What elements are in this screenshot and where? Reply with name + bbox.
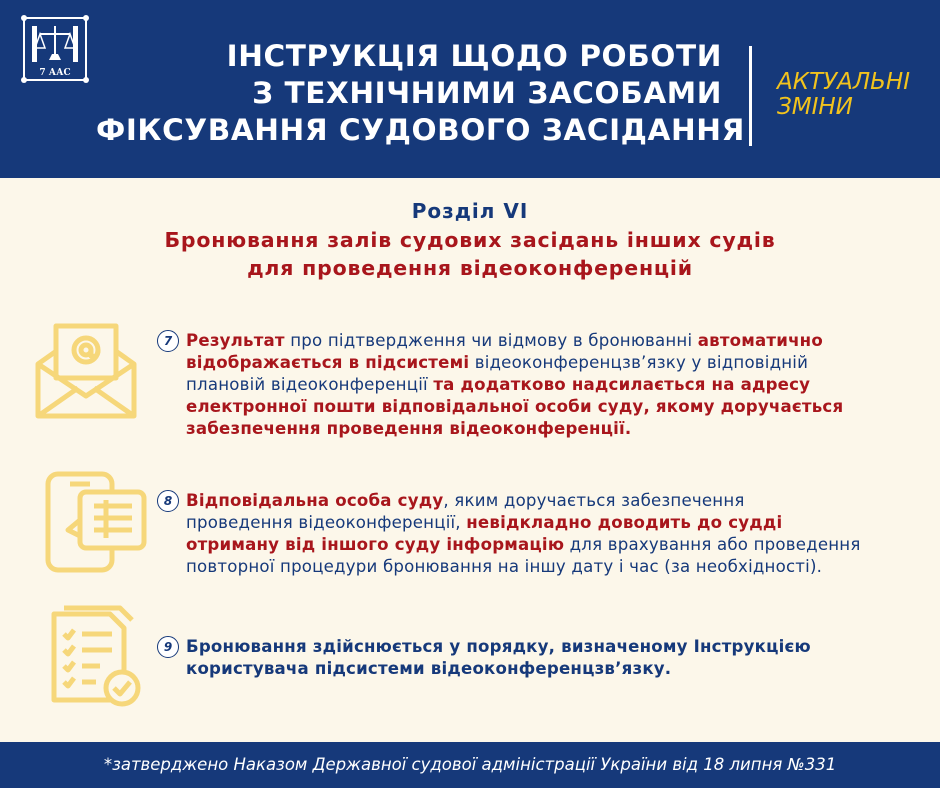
item-8-segment: повторної процедури бронювання на іншу дату і час (за необхідності). xyxy=(186,557,823,576)
item-8-text xyxy=(186,490,861,578)
item-9-text xyxy=(186,636,811,680)
item-9-segment: користувача підсистеми відеоконференцзв’язку. xyxy=(186,659,672,678)
page-title xyxy=(96,38,745,149)
section-number: Розділ VI xyxy=(411,199,529,223)
item-7-segment: плановій відеоконференції xyxy=(186,375,434,394)
title-line-1: ІНСТРУКЦІЯ ЩОДО РОБОТИ xyxy=(226,39,722,73)
checklist-document-icon xyxy=(50,604,146,708)
section-heading xyxy=(0,196,940,282)
item-7-segment: електронної пошти відповідальної особи суду, якому доручається xyxy=(186,397,844,416)
item-7-segment: та додатково надсилається на адресу xyxy=(433,375,811,394)
item-7-segment: забезпечення проведення відеоконференції. xyxy=(186,419,632,438)
footer-note: *затверджено Наказом Державної судової адміністрації України від 18 липня №331 xyxy=(0,742,940,788)
item-number-8: 8 xyxy=(157,490,179,512)
item-7-segment: відображається в підсистемі xyxy=(186,353,470,372)
logo-text: 7 ААС xyxy=(39,68,71,78)
title-line-3: ФІКСУВАННЯ СУДОВОГО ЗАСІДАННЯ xyxy=(96,113,745,147)
section-title-line-2: для проведення відеоконференцій xyxy=(247,256,693,280)
header-banner xyxy=(0,0,940,178)
email-envelope-icon xyxy=(34,320,138,420)
phone-message-icon xyxy=(44,470,148,574)
item-8-segment: отриману від іншого суду інформацію xyxy=(186,535,565,554)
badge-line-1: АКТУАЛЬНІ xyxy=(777,69,911,95)
item-7-segment: відеоконференцзв’язку у відповідній xyxy=(469,353,809,372)
item-7-segment: про підтвердження чи відмову в бронюванні xyxy=(284,331,698,350)
item-8-segment: невідкладно доводить до судді xyxy=(466,513,783,532)
item-7-segment: автоматично xyxy=(697,331,823,350)
item-8-segment: Відповідальна особа суду xyxy=(186,491,444,510)
item-8-segment: , яким доручається забезпечення xyxy=(443,491,745,510)
section-title-line-1: Бронювання залів судових засідань інших судів xyxy=(164,228,776,252)
item-7-text xyxy=(186,330,843,440)
item-7-segment: Результат xyxy=(186,331,285,350)
updates-badge xyxy=(777,70,910,120)
title-line-2: З ТЕХНІЧНИМИ ЗАСОБАМИ xyxy=(252,76,722,110)
item-8-segment: проведення відеоконференції, xyxy=(186,513,467,532)
item-number-9: 9 xyxy=(157,636,179,658)
item-9-segment: Бронювання здійснюється у порядку, визначеному Інструкцією xyxy=(186,637,811,656)
badge-line-2: ЗМІНИ xyxy=(777,94,853,120)
court-logo xyxy=(20,14,90,84)
item-8-segment: для врахування або проведення xyxy=(564,535,861,554)
item-number-7: 7 xyxy=(157,330,179,352)
title-divider xyxy=(749,46,752,146)
